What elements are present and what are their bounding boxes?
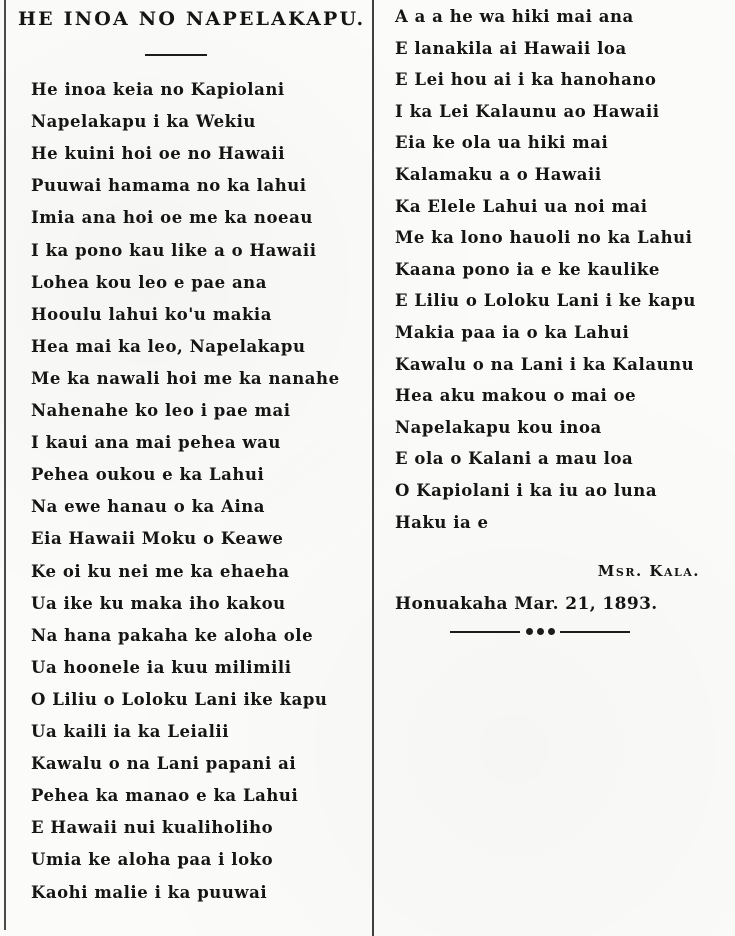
verse-line: Puuwai hamama no ka lahui (31, 176, 307, 196)
author-signature: Msr. Kala. (597, 562, 700, 580)
column-divider-rule (372, 0, 374, 936)
poem-dateline: Honuakaha Mar. 21, 1893. (395, 594, 658, 614)
verse-line: Haku ia e (395, 512, 489, 532)
left-column-rule (4, 0, 6, 930)
verse-line: I ka Lei Kalaunu ao Hawaii (395, 101, 660, 121)
verse-line: Kawalu o na Lani papani ai (31, 754, 297, 774)
ornament-dot (537, 628, 544, 635)
verse-line: E Lei hou ai i ka hanohano (395, 70, 657, 90)
ornament-dot (548, 628, 555, 635)
verse-line: E Hawaii nui kualiholiho (31, 818, 274, 838)
verse-line: E ola o Kalani a mau loa (395, 449, 634, 469)
poem-title: HE INOA NO NAPELAKAPU. (18, 8, 366, 30)
verse-line: Eia ke ola ua hiki mai (395, 133, 609, 153)
verse-line: Napelakapu kou inoa (395, 417, 602, 437)
verse-line: Lohea kou leo e pae ana (31, 272, 267, 292)
verse-line: Ke oi ku nei me ka ehaeha (31, 561, 290, 581)
verse-line: I kaui ana mai pehea wau (31, 433, 281, 453)
verse-line: Ka Elele Lahui ua noi mai (395, 196, 648, 216)
verse-line: Me ka nawali hoi me ka nanahe (31, 368, 340, 388)
verse-line: Napelakapu i ka Wekiu (31, 112, 256, 132)
verse-line: Me ka lono hauoli no ka Lahui (395, 228, 693, 248)
verse-line: Ua hoonele ia kuu milimili (31, 657, 292, 677)
verse-line: He inoa keia no Kapiolani (31, 80, 285, 99)
verse-line: Pehea oukou e ka Lahui (31, 465, 265, 485)
verse-line: Kawalu o na Lani i ka Kalaunu (395, 354, 695, 374)
ornament-rule-right (560, 631, 630, 633)
verse-line: Eia Hawaii Moku o Keawe (31, 529, 284, 549)
verse-line: A a a he wa hiki mai ana (395, 7, 634, 26)
ornament-rule-left (450, 631, 520, 633)
verse-line: Umia ke aloha paa i loko (31, 850, 274, 870)
verse-line: Nahenahe ko leo i pae mai (31, 401, 291, 420)
verse-line: Ua kaili ia ka Leialii (31, 722, 230, 741)
verse-line: Hea mai ka leo, Napelakapu (31, 336, 306, 356)
ornament-dot (526, 628, 533, 635)
verse-line: Kalamaku a o Hawaii (395, 165, 602, 184)
verse-line: E lanakila ai Hawaii loa (395, 38, 627, 58)
verse-line: Pehea ka manao e ka Lahui (31, 786, 299, 806)
verse-line: Hea aku makou o mai oe (395, 386, 637, 406)
verse-line: Kaana pono ia e ke kaulike (395, 259, 660, 279)
verse-line: Makia paa ia o ka Lahui (395, 323, 630, 342)
end-ornament-rule (450, 627, 630, 637)
verse-line: Na hana pakaha ke aloha ole (31, 625, 314, 645)
verse-line: Hooulu lahui ko'u makia (31, 304, 272, 324)
title-underline-rule (145, 54, 207, 56)
verse-line: I ka pono kau like a o Hawaii (31, 240, 317, 260)
verse-line: O Kapiolani i ka iu ao luna (395, 481, 658, 500)
verse-line: E Liliu o Loloku Lani i ke kapu (395, 291, 696, 311)
verse-line: Na ewe hanau o ka Aina (31, 497, 266, 517)
verse-line: Imia ana hoi oe me ka noeau (31, 208, 313, 228)
verse-line: He kuini hoi oe no Hawaii (31, 144, 286, 164)
verse-line: Kaohi malie i ka puuwai (31, 882, 268, 902)
verse-line: O Liliu o Loloku Lani ike kapu (31, 689, 328, 709)
verse-line: Ua ike ku maka iho kakou (31, 593, 286, 613)
